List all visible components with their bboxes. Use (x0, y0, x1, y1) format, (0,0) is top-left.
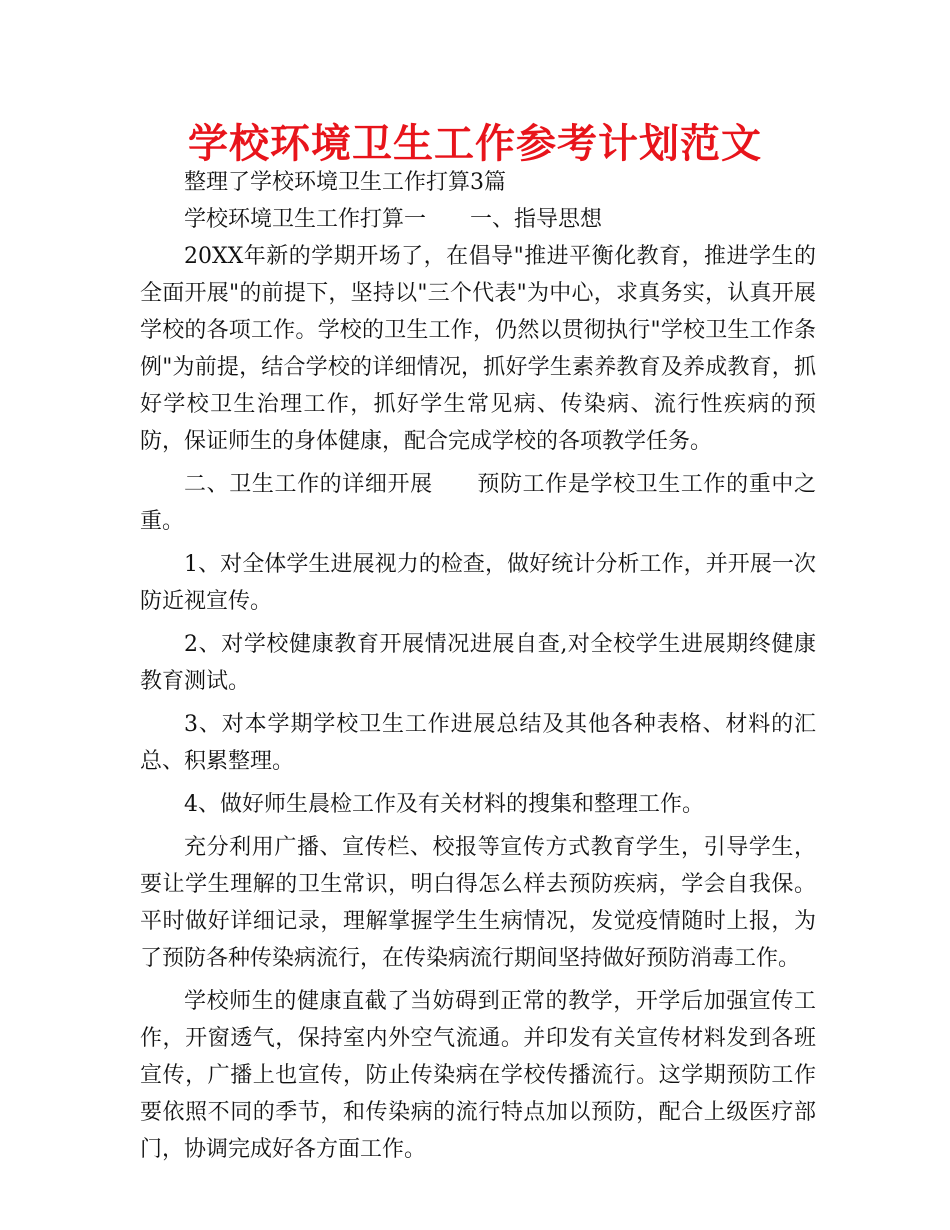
list-item-1: 1、对全体学生进展视力的检查，做好统计分析工作，并开展一次防近视宣传。 (140, 552, 816, 614)
section1-heading: 一、指导思想 (470, 207, 603, 232)
section2-intro: 预防工作是学校卫生工作的重中之重。 (140, 472, 816, 534)
paragraph-health: 学校师生的健康直截了当妨碍到正常的教学，开学后加强宣传工作，开窗透气，保持室内外空气流通。并印发有关宣传材料发到各班宣传，广播上也宣传，防止传染病在学校传播流行。这学期预防工作要依照不同的季节，和传染病的流行特点加以预防，配合上级医疗部门，协调完成好各方面工作。 (140, 989, 816, 1162)
paragraph-guiding: 20XX年新的学期开场了，在倡导"推进平衡化教育，推进学生的全面开展"的前提下，坚持以"三个代表"为中心，求真务实，认真开展学校的各项工作。学校的卫生工作，仍然以贯彻执行"学校卫生工作条例"为前提，结合学校的详细情况，抓好学生素养教育及养成教育，抓好学校卫生治理工作，抓好学生常见病、传染病、流行性疾病的预防，保证师生的身体健康，配合完成学校的各项教学任务。 (140, 244, 816, 454)
document-body (140, 164, 816, 1174)
list-item-2: 2、对学校健康教育开展情况进展自查,对全校学生进展期终健康教育测试。 (140, 632, 816, 694)
section2-line (140, 466, 816, 540)
list-item-3: 3、对本学期学校卫生工作进展总结及其他各种表格、材料的汇总、积累整理。 (140, 712, 816, 774)
subtitle-line: 整理了学校环境卫生工作打算3篇 (184, 170, 506, 195)
plan-heading-line (140, 201, 816, 238)
list-item-4: 4、做好师生晨检工作及有关材料的搜集和整理工作。 (184, 792, 704, 817)
plan-heading: 学校环境卫生工作打算一 (184, 207, 427, 232)
document-title: 学校环境卫生工作参考计划范文 (188, 121, 762, 167)
section2-heading: 二、卫生工作的详细开展 (184, 472, 433, 497)
paragraph-publicity: 充分利用广播、宣传栏、校报等宣传方式教育学生，引导学生，要让学生理解的卫生常识，明白得怎么样去预防疾病，学会自我保。平时做好详细记录，理解掌握学生生病情况，发觉疫情随时上报，为了预防各种传染病流行，在传染病流行期间坚持做好预防消毒工作。 (140, 835, 816, 971)
